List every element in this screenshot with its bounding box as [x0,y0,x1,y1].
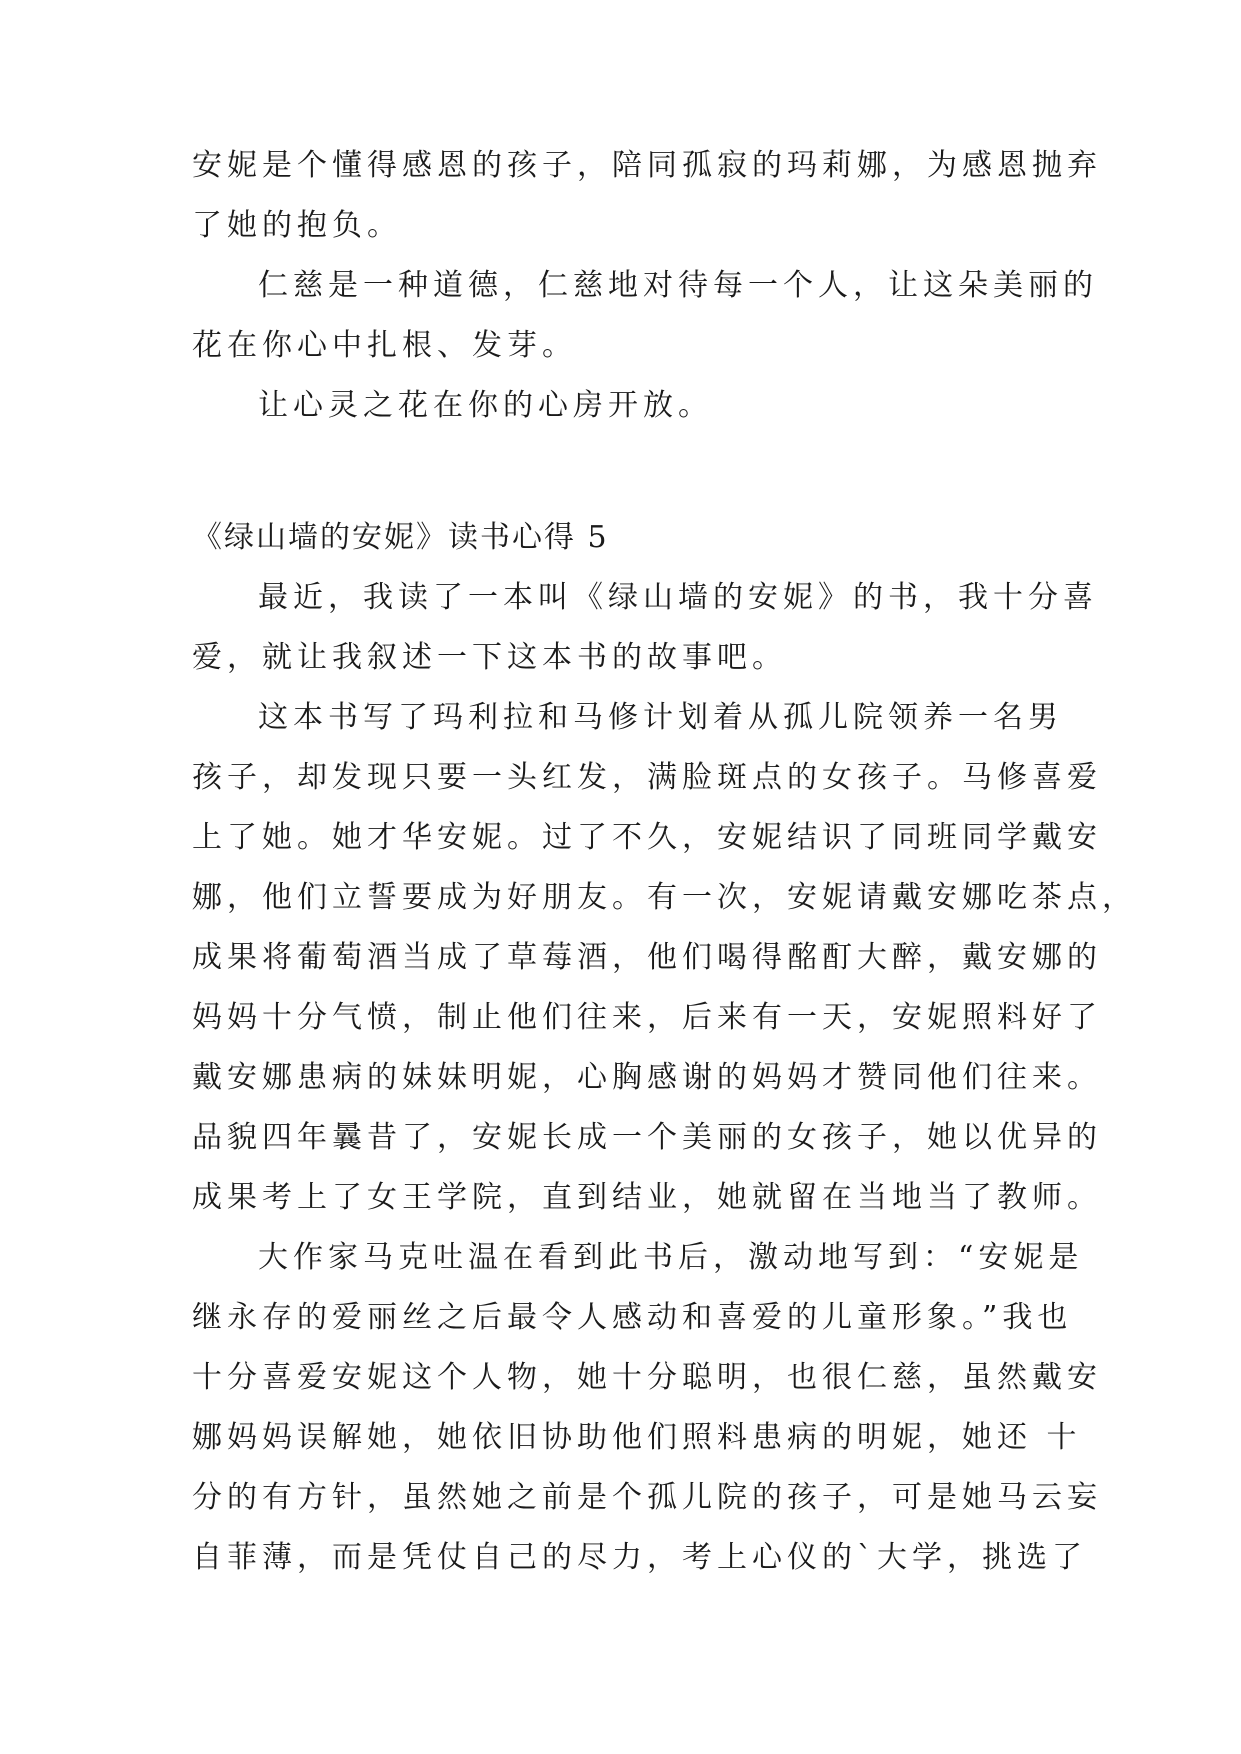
paragraph-line: 继永存的爱丽丝之后最令人感动和喜爱的儿童形象。”我也 [192,1300,1073,1335]
paragraph-line: 妈妈十分气愤，制止他们往来，后来有一天，安妮照料好了 [192,1000,1102,1035]
paragraph-line: 成果考上了女王学院，直到结业，她就留在当地当了教师。 [192,1180,1102,1215]
paragraph-line: 自菲薄，而是凭仗自己的尽力，考上心仪的`大学，挑选了 [192,1540,1087,1575]
paragraph-line: 大作家马克吐温在看到此书后，激动地写到：“安妮是 [258,1240,1084,1275]
paragraph-line: 娜，他们立誓要成为好朋友。有一次，安妮请戴安娜吃茶点， [192,880,1137,915]
paragraph-line: 让心灵之花在你的心房开放。 [258,388,713,423]
paragraph-line: 十分喜爱安妮这个人物，她十分聪明，也很仁慈，虽然戴安 [192,1360,1102,1395]
paragraph-line: 分的有方针，虽然她之前是个孤儿院的孩子，可是她马云妄 [192,1480,1102,1515]
paragraph-line: 孩子，却发现只要一头红发，满脸斑点的女孩子。马修喜爱 [192,760,1102,795]
paragraph-line: 仁慈是一种道德，仁慈地对待每一个人，让这朵美丽的 [258,268,1098,303]
paragraph-line: 品貌四年曩昔了，安妮长成一个美丽的女孩子，她以优异的 [192,1120,1102,1155]
section-a [192,136,1102,436]
paragraph-line: 花在你心中扎根、发芽。 [192,328,577,363]
paragraph-line: 安妮是个懂得感恩的孩子，陪同孤寂的玛莉娜，为感恩抛弃 [192,148,1102,183]
paragraph-line: 戴安娜患病的妹妹明妮，心胸感谢的妈妈才赞同他们往来。 [192,1060,1102,1095]
paragraph-line: 上了她。她才华安妮。过了不久，安妮结识了同班同学戴安 [192,820,1102,855]
paragraph-line: 娜妈妈误解她，她依旧协助他们照料患病的明妮，她还 十 [192,1420,1082,1455]
paragraph-line: 最近，我读了一本叫《绿山墙的安妮》的书，我十分喜 [258,580,1098,615]
paragraph-line: 了她的抱负。 [192,208,402,243]
paragraph-line: 这本书写了玛利拉和马修计划着从孤儿院领养一名男 [258,700,1063,735]
section-title: 《绿山墙的安妮》读书心得 5 [192,520,609,555]
section-b [192,508,1137,1588]
paragraph-line: 爱，就让我叙述一下这本书的故事吧。 [192,640,787,675]
paragraph-line: 成果将葡萄酒当成了草莓酒，他们喝得酩酊大醉，戴安娜的 [192,940,1102,975]
